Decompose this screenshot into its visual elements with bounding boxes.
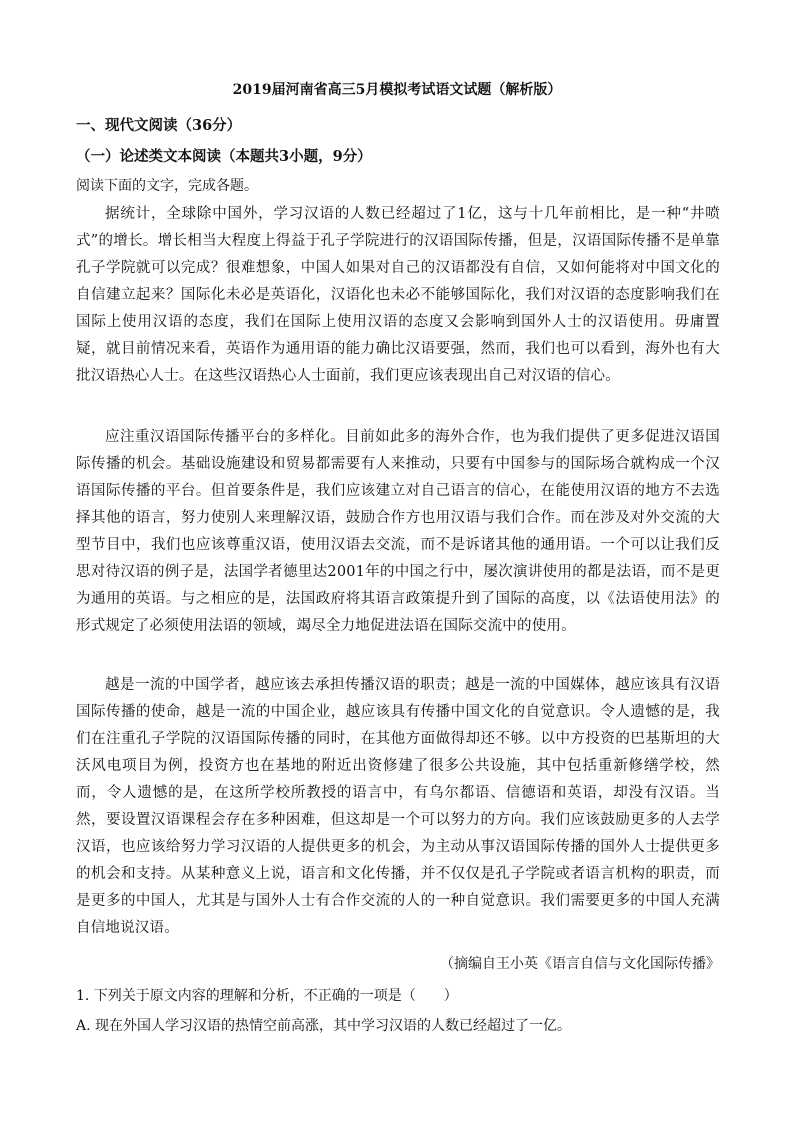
subsection-heading: （一）论述类文本阅读（本题共3小题，9分） bbox=[76, 148, 372, 165]
passage-paragraph-1: 据统计，全球除中国外，学习汉语的人数已经超过了1亿，这与十几年前相比，是一种“井喷式”的增长。增长相当大程度上得益于孔子学院进行的汉语国际传播，但是，汉语国际传播不是单靠孔子学院就可以完成？很难想象，中国人如果对自己的汉语都没有自信，又如何能将对中国文化的自信建立起来？国际化未必是英语化，汉语化也未必不能够国际化，我们对汉语的态度影响我们在国际上使用汉语的态度，我们在国际上使用汉语的态度又会影响到国外人士的汉语使用。毋庸置疑，就目前情况来看，英语作为通用语的能力确比汉语要强，然而，我们也可以看到，海外也有大批汉语热心人士。在这些汉语热心人士面前，我们更应该表现出自己对汉语的信心。 bbox=[76, 206, 720, 384]
passage-paragraph-3: 越是一流的中国学者，越应该去承担传播汉语的职责；越是一流的中国媒体，越应该具有汉语国际传播的使命，越是一流的中国企业，越应该具有传播中国文化的自觉意识。令人遗憾的是，我们在注重孔子学院的汉语国际传播的同时，在其他方面做得却还不够。以中方投资的巴基斯坦的大沃风电项目为例，投资方也在基地的附近出资修建了很多公共设施，其中包括重新修缮学校，然而，令人遗憾的是，在这所学校所教授的语言中，有乌尔都语、信德语和英语，却没有汉语。当然，要设置汉语课程会存在多种困难，但这却是一个可以努力的方向。我们应该鼓励更多的人去学汉语，也应该给努力学习汉语的人提供更多的机会，为主动从事汉语国际传播的国外人士提供更多的机会和支持。从某种意义上说，语言和文化传播，并不仅仅是孔子学院或者语言机构的职责，而是更多的中国人，尤其是与国外人士有合作交流的人的一种自觉意识。我们需要更多的中国人充满自信地说汉语。 bbox=[76, 677, 720, 936]
document-title: 2019届河南省高三5月模拟考试语文试题（解析版） bbox=[232, 82, 562, 98]
section-heading: 一、现代文阅读（36分） bbox=[76, 117, 242, 134]
passage-paragraph-2: 应注重汉语国际传播平台的多样化。目前如此多的海外合作，也为我们提供了更多促进汉语国际传播的机会。基础设施建设和贸易都需要有人来推动，只要有中国参与的国际场合就构成一个汉语国际传播的平台。但首要条件是，我们应该建立对自己语言的信心，在能使用汉语的地方不去选择其他的语言，努力使别人来理解汉语，鼓励合作方也用汉语与我们合作。而在涉及对外交流的大型节目中，我们也应该尊重汉语，使用汉语去交流，而不是诉诸其他的通用语。一个可以让我们反思对待汉语的例子是，法国学者德里达2001年的中国之行中，屡次演讲使用的都是法语，而不是更为通用的英语。与之相应的是，法国政府将其语言政策提升到了国际的高度，以《法语使用法》的形式规定了必须使用法语的领域，竭尽全力地促进法语在国际交流中的使用。 bbox=[76, 429, 720, 634]
question-option-a: A. 现在外国人学习汉语的热情空前高涨，其中学习汉语的人数已经超过了一亿。 bbox=[76, 1018, 572, 1034]
passage-source: （摘编自王小英《语言自信与文化国际传播》 bbox=[440, 956, 720, 972]
question-stem: 1. 下列关于原文内容的理解和分析，不正确的一项是（ ） bbox=[76, 988, 458, 1004]
reading-instruction: 阅读下面的文字，完成各题。 bbox=[76, 178, 258, 194]
